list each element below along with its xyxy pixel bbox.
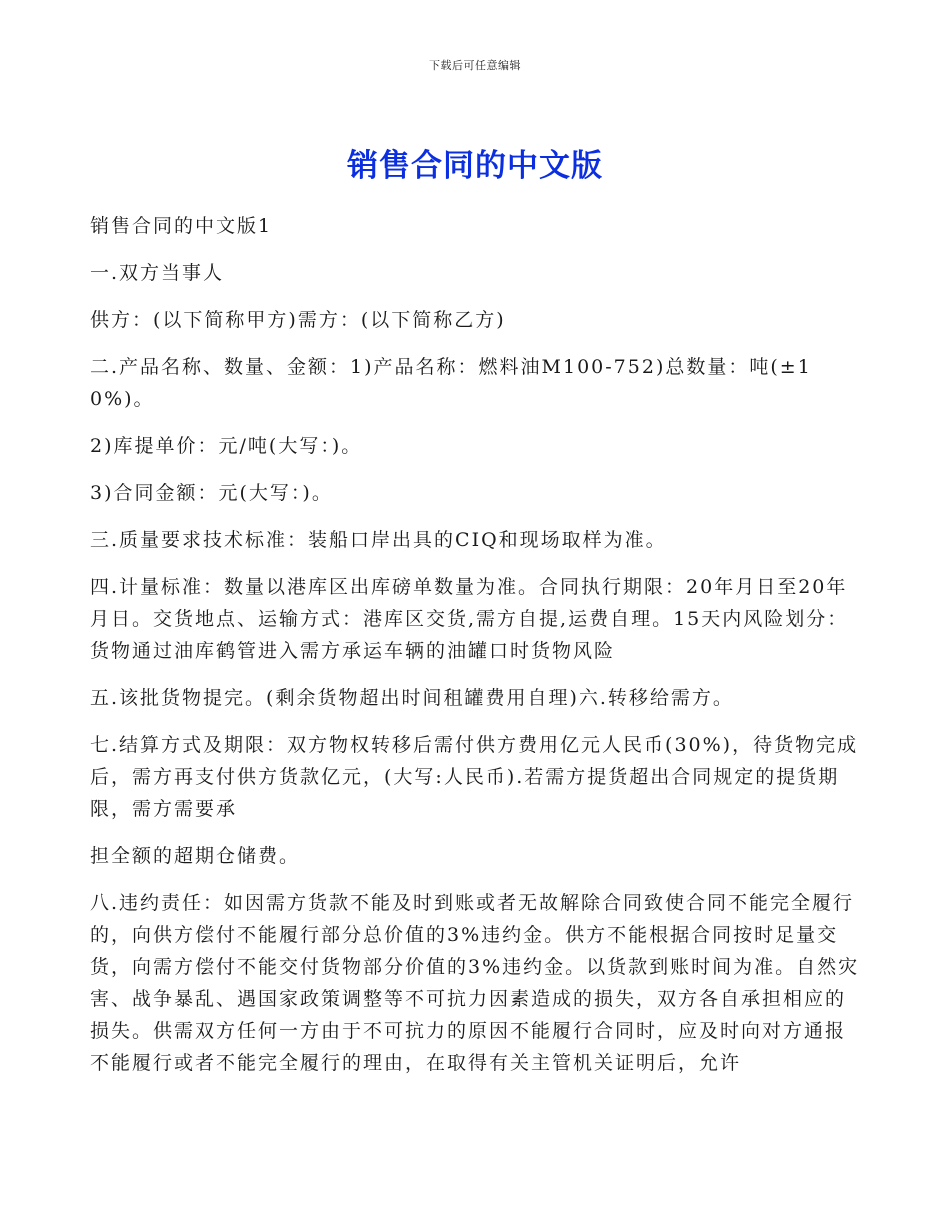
paragraph-1: 销售合同的中文版1 — [90, 215, 273, 237]
paragraph-9: 五.该批货物提完。(剩余货物超出时间租罐费用自理)六.转移给需方。 — [90, 687, 734, 709]
paragraph-6: 3)合同金额：元(大写：)。 — [90, 482, 333, 504]
paragraph-11: 担全额的超期仓储费。 — [90, 845, 301, 867]
paragraph-2: 一.双方当事人 — [90, 262, 225, 284]
header-note: 下载后可任意编辑 — [429, 59, 521, 72]
paragraph-8: 四.计量标准：数量以港库区出库磅单数量为准。合同执行期限：20年月日至20年月日。交货地点、运输方式：港库区交货,需方自提,运费自理。15天内风险划分：货物通过油库鹤管进入需方承运车辆的油罐口时货物风险 — [90, 576, 849, 662]
paragraph-5: 2)库提单价：元/吨(大写：)。 — [90, 435, 363, 457]
paragraph-7: 三.质量要求技术标准：装船口岸出具的CIQ和现场取样为准。 — [90, 529, 667, 551]
paragraph-12: 八.违约责任：如因需方货款不能及时到账或者无故解除合同致使合同不能完全履行的，向供方偿付不能履行部分总价值的3%违约金。供方不能根据合同按时足量交货，向需方偿付不能交付货物部分价值的3%违约金。以货款到账时间为准。自然灾害、战争暴乱、遇国家政策调整等不可抗力因素造成的损失，双方各自承担相应的损失。供需双方任何一方由于不可抗力的原因不能履行合同时，应及时向对方通报不能履行或者不能完全履行的理由，在取得有关主管机关证明后，允许 — [90, 892, 860, 1074]
paragraph-10: 七.结算方式及期限：双方物权转移后需付供方费用亿元人民币(30%)，待货物完成后，需方再支付供方货款亿元，(大写:人民币).若需方提货超出合同规定的提货期限，需方需要承 — [90, 734, 859, 820]
paragraph-3: 供方：(以下简称甲方)需方：(以下简称乙方) — [90, 309, 506, 331]
paragraph-4: 二.产品名称、数量、金额：1)产品名称：燃料油M100-752)总数量：吨(±10%)。 — [90, 356, 812, 410]
document-title: 销售合同的中文版 — [347, 148, 603, 184]
document-body — [90, 210, 860, 1094]
